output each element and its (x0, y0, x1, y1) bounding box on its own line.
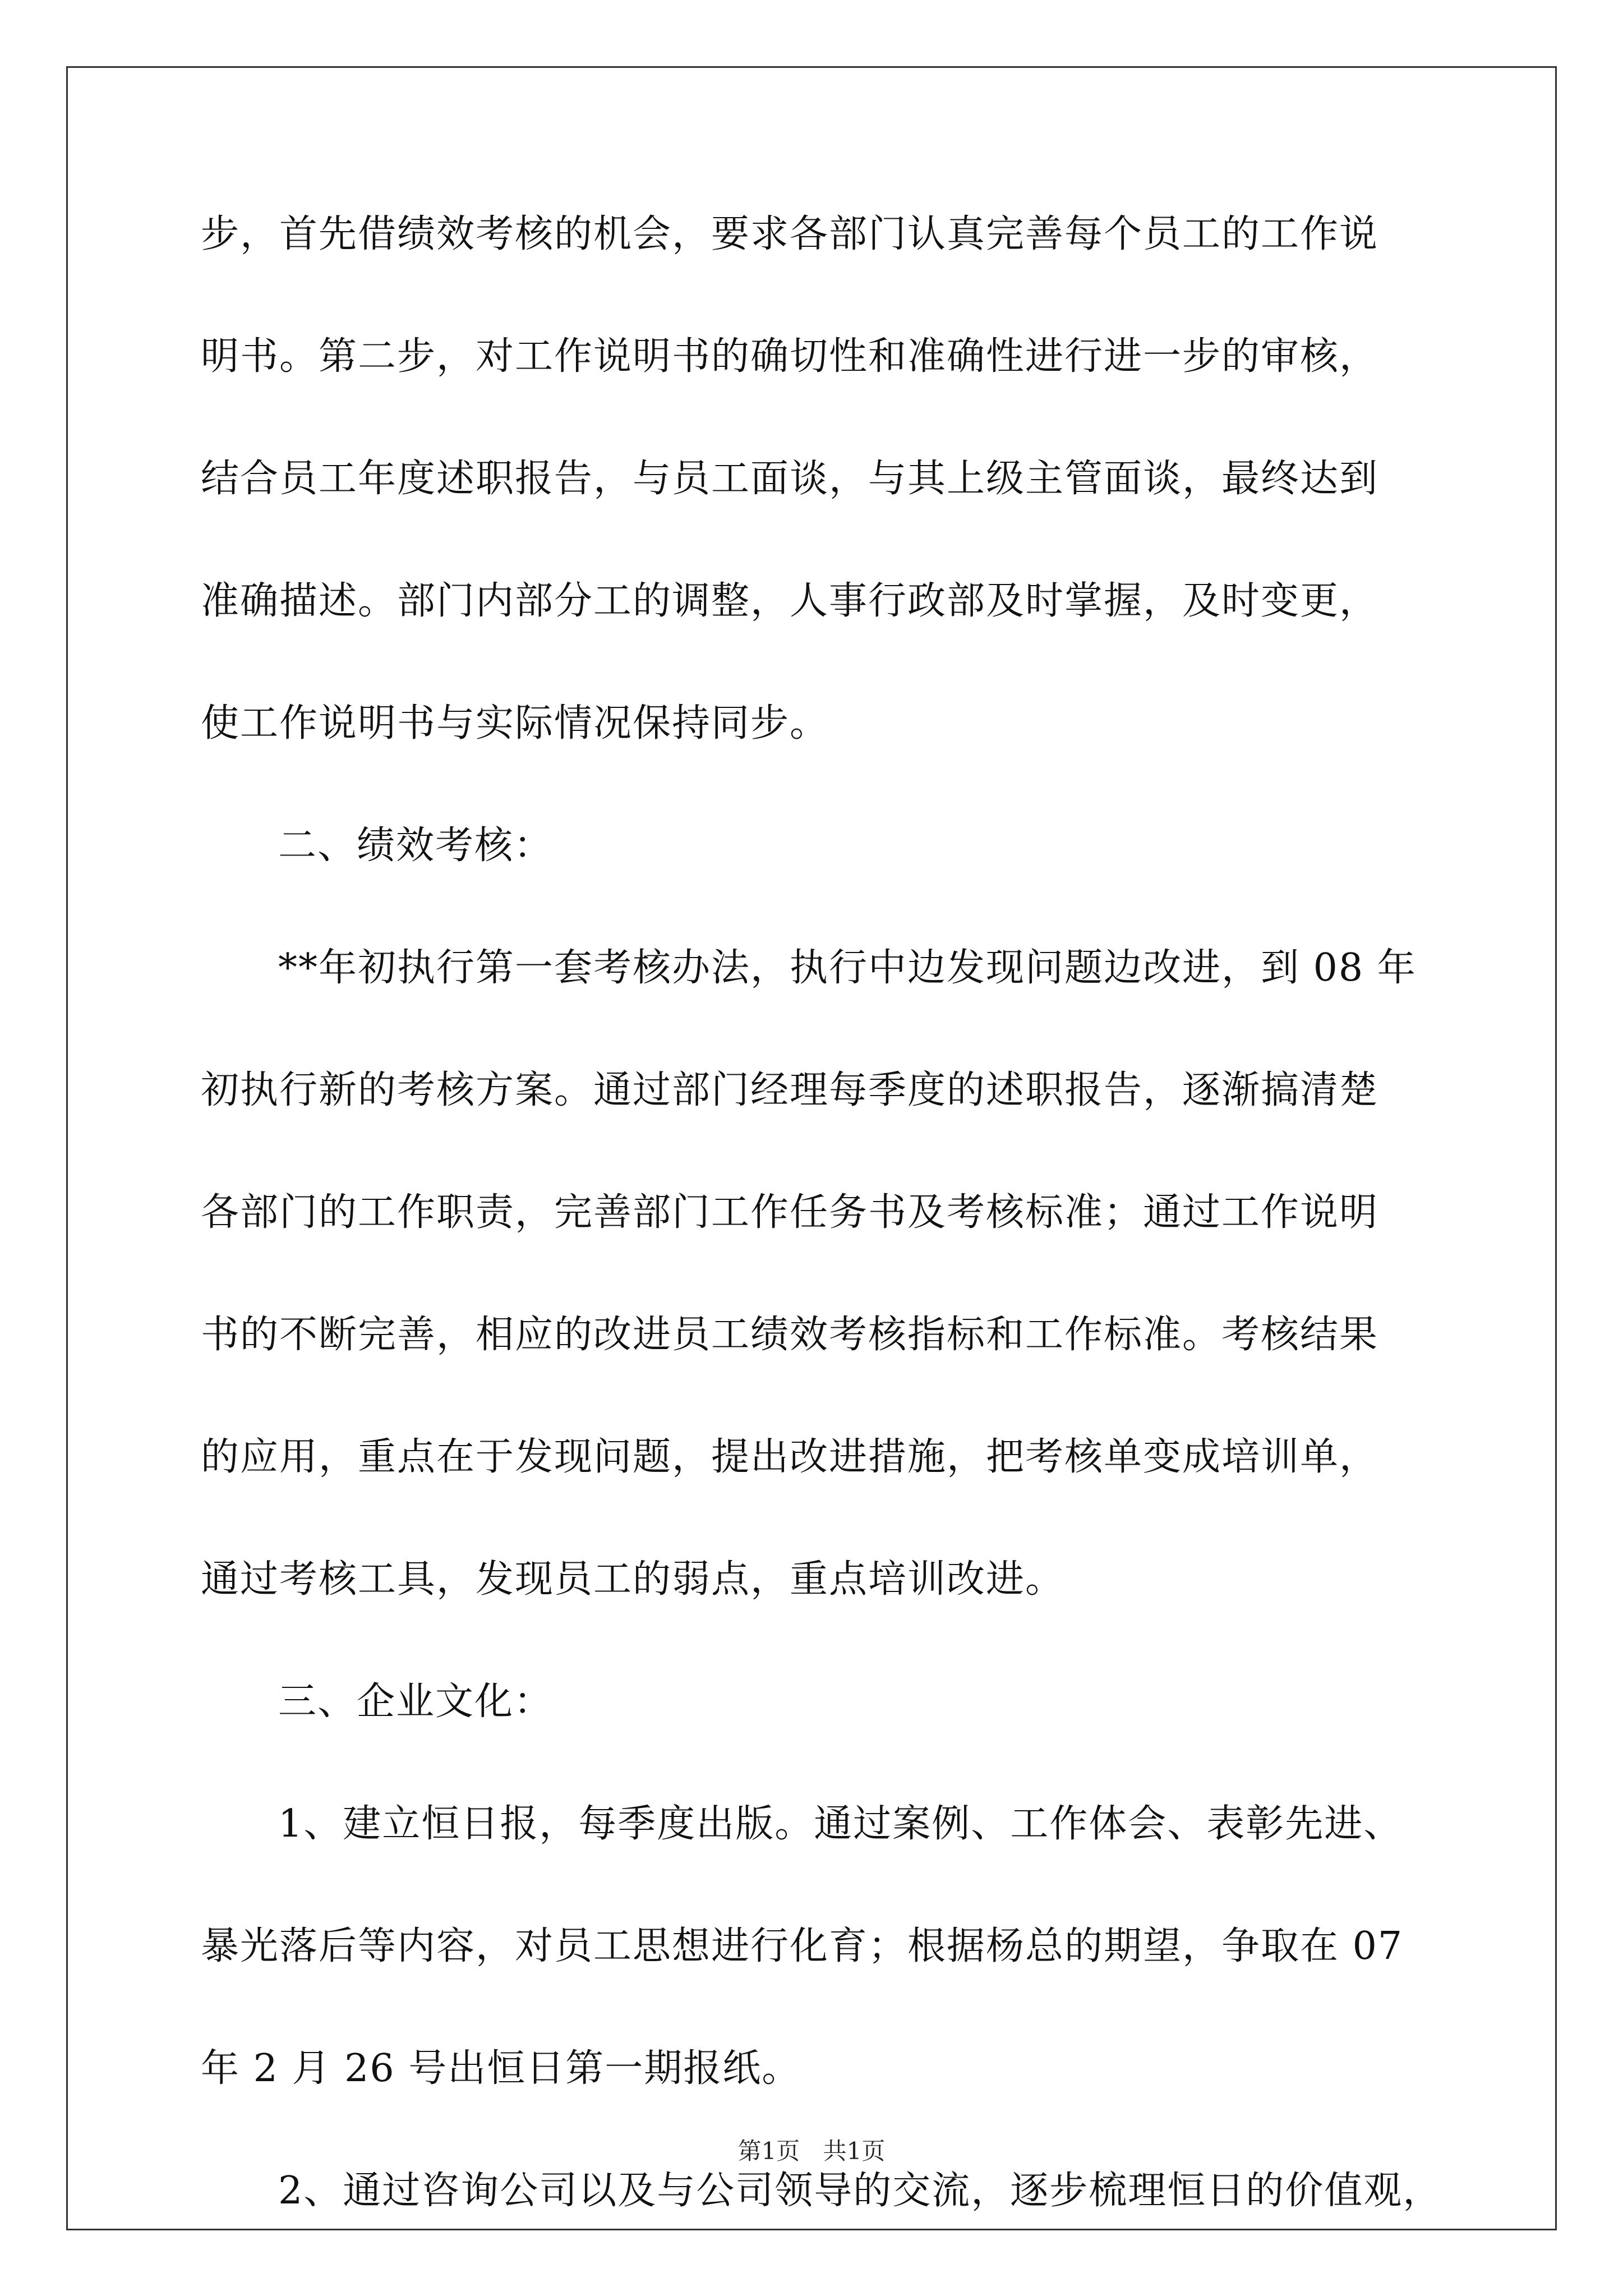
text-line-15: 暴光落后等内容，对员工思想进行化育；根据杨总的期望，争取在 07 (201, 1924, 1404, 1968)
page-number: 第1页 (737, 2137, 800, 2165)
text-line-16: 年 2 月 26 号出恒日第一期报纸。 (201, 2046, 801, 2091)
section-heading-culture: 三、企业文化： (278, 1680, 554, 1724)
text-line-4: 准确描述。部门内部分工的调整，人事行政部及时掌握，及时变更， (201, 579, 1379, 623)
text-line-12: 通过考核工具，发现员工的弱点，重点培训改进。 (201, 1557, 1065, 1602)
text-line-3: 结合员工年度述职报告，与员工面谈，与其上级主管面谈，最终达到 (201, 457, 1379, 501)
page-footer (0, 2137, 1623, 2165)
document-body (201, 212, 1442, 2292)
section-heading-performance: 二、绩效考核： (278, 823, 554, 868)
text-line-17: 2、通过咨询公司以及与公司领导的交流，逐步梳理恒日的价值观， (278, 2169, 1442, 2213)
text-line-7: **年初执行第一套考核办法，执行中边发现问题边改进，到 08 年 (278, 946, 1417, 990)
text-line-2: 明书。第二步，对工作说明书的确切性和准确性进行进一步的审核， (201, 334, 1379, 379)
text-line-5: 使工作说明书与实际情况保持同步。 (201, 701, 829, 746)
text-line-10: 书的不断完善，相应的改进员工绩效考核指标和工作标准。考核结果 (201, 1313, 1379, 1357)
text-line-11: 的应用，重点在于发现问题，提出改进措施，把考核单变成培训单， (201, 1435, 1379, 1479)
text-line-9: 各部门的工作职责，完善部门工作任务书及考核标准；通过工作说明 (201, 1190, 1379, 1235)
page-total: 共1页 (823, 2137, 886, 2165)
text-line-14: 1、建立恒日报，每季度出版。通过案例、工作体会、表彰先进、 (278, 1802, 1403, 1846)
text-line-1: 步，首先借绩效考核的机会，要求各部门认真完善每个员工的工作说 (201, 212, 1379, 256)
text-line-8: 初执行新的考核方案。通过部门经理每季度的述职报告，逐渐搞清楚 (201, 1068, 1379, 1112)
